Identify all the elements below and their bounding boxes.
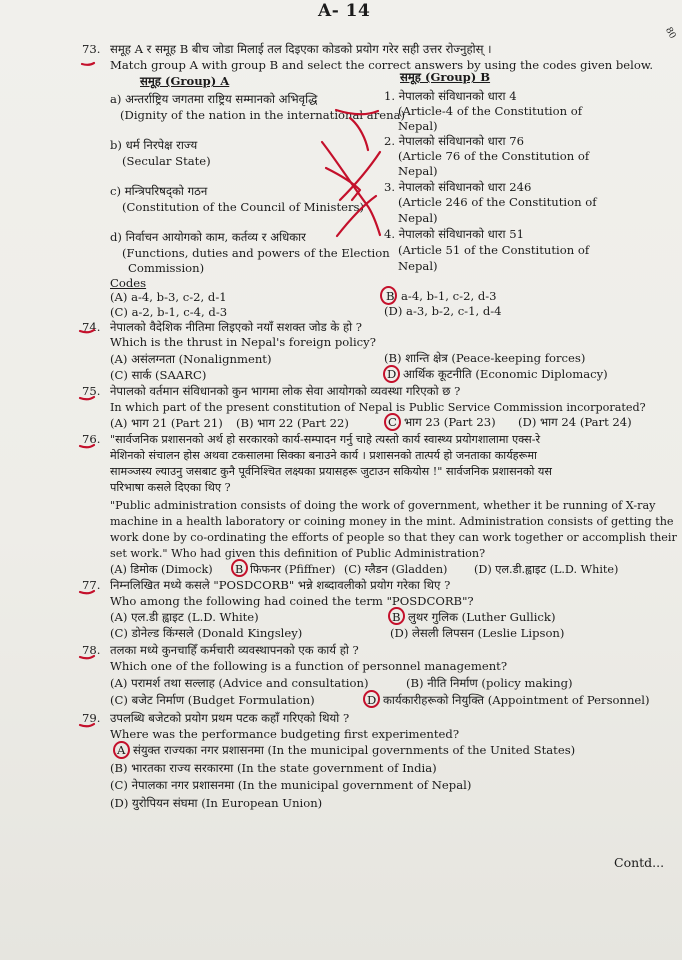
q74-option-b: (B) शान्ति क्षेत्र (Peace-keeping forces) bbox=[384, 351, 586, 365]
group-a-item-b-np: b) धर्म निरपेक्ष राज्य bbox=[110, 138, 198, 152]
answer-circle-q74 bbox=[383, 365, 400, 383]
paper-code: A- 14 bbox=[318, 1, 371, 21]
q76-en-line4: set work." Who had given this definition of Public Administration? bbox=[110, 547, 486, 560]
q79-option-b: (B) भारतका राज्य सरकारमा (In the state government of India) bbox=[110, 761, 437, 775]
q75-option-b: (B) भाग 22 (Part 22) bbox=[236, 416, 349, 430]
q76-np-line3: सामञ्जस्य ल्याउनु जसबाट कुनै पूर्वनिश्चित लक्ष्यका प्रयासहरू जुटाउन सकियोस !" सार्वजनिक प्रशासनको यस bbox=[110, 465, 552, 478]
group-b-item-4-en2: Nepal) bbox=[398, 259, 438, 273]
group-b-item-3-en: (Article 246 of the Constitution of bbox=[398, 195, 597, 209]
q78-option-b: (B) नीति निर्माण (policy making) bbox=[406, 676, 573, 690]
q76-number: 76. bbox=[82, 432, 101, 446]
q73-number: 73. bbox=[82, 42, 101, 56]
q77-np: निम्नलिखित मध्ये कसले "POSDCORB" भन्ने शब्दावलीको प्रयोग गरेका थिए ? bbox=[110, 578, 451, 592]
q79-option-a-letter: A bbox=[117, 743, 126, 757]
q78-option-a: (A) परामर्श तथा सल्लाह (Advice and consultation) bbox=[110, 676, 369, 690]
answer-circle-q73 bbox=[380, 286, 397, 305]
match-line-c bbox=[340, 152, 380, 200]
q74-option-a: (A) असंलग्नता (Nonalignment) bbox=[110, 352, 272, 366]
group-a-item-a-en: (Dignity of the nation in the international arena) bbox=[120, 108, 406, 122]
q77-option-a: (A) एल.डी ह्वाइट (L.D. White) bbox=[110, 610, 259, 624]
group-b-item-2-en: (Article 76 of the Constitution of bbox=[398, 149, 590, 163]
q77-option-b: लुथर गुलिक (Luther Gullick) bbox=[408, 610, 556, 624]
group-a-item-a-np: a) अन्तर्राष्ट्रिय जगतमा राष्ट्रिय सम्मानको अभिवृद्धि bbox=[110, 92, 318, 106]
q78-option-d-letter: D bbox=[367, 693, 377, 707]
q74-number: 74. bbox=[82, 320, 101, 334]
q75-en: In which part of the present constitution of Nepal is Public Service Commission incorporated? bbox=[110, 401, 646, 414]
match-line-cross bbox=[326, 168, 360, 200]
group-a-item-c-en: (Constitution of the Council of Ministers) bbox=[122, 200, 364, 214]
code-option-d: (D) a-3, b-2, c-1, d-4 bbox=[384, 304, 502, 318]
group-b-item-3-en2: Nepal) bbox=[398, 211, 438, 225]
q74-option-d-letter: D bbox=[387, 367, 397, 381]
answer-circle-q77 bbox=[388, 607, 405, 625]
group-b-item-2-en2: Nepal) bbox=[398, 164, 438, 178]
q79-option-a: संयुक्त राज्यका नगर प्रशासनमा (In the municipal governments of the United States) bbox=[133, 743, 576, 757]
q79-number: 79. bbox=[82, 711, 101, 725]
q76-option-c: (C) ग्लैडन (Gladden) bbox=[344, 563, 448, 576]
q77-number: 77. bbox=[82, 578, 101, 592]
code-option-b: a-4, b-1, c-2, d-3 bbox=[401, 289, 497, 303]
group-b-title: समूह (Group) B bbox=[400, 70, 491, 84]
q73-prompt-en: Match group A with group B and select the correct answers by using the codes given below. bbox=[110, 58, 654, 72]
q75-number: 75. bbox=[82, 384, 101, 398]
q76-option-b-letter: B bbox=[235, 563, 244, 576]
q75-option-a: (A) भाग 21 (Part 21) bbox=[110, 416, 223, 430]
q77-en: Who among the following had coined the term "POSDCORB"? bbox=[110, 594, 474, 608]
group-b-item-4-en: (Article 51 of the Constitution of bbox=[398, 243, 590, 257]
q76-np-line1: "सार्वजनिक प्रशासनको अर्थ हो सरकारको कार्य-सम्पादन गर्नु चाहे त्यस्तो कार्य स्वास्थ्य प्रयोगशालामा एक्स-रे bbox=[110, 433, 541, 446]
q76-np-line4: परिभाषा कसले दिएका थिए ? bbox=[110, 481, 231, 494]
group-a-item-d-en: (Functions, duties and powers of the Election bbox=[122, 246, 390, 260]
answer-circle-q75 bbox=[384, 413, 401, 431]
group-a-item-c-np: c) मन्त्रिपरिषद्को गठन bbox=[110, 184, 208, 198]
q75-option-d: (D) भाग 24 (Part 24) bbox=[518, 415, 632, 429]
q79-option-d: (D) युरोपियन संघमा (In European Union) bbox=[110, 796, 323, 810]
q75-option-c: भाग 23 (Part 23) bbox=[404, 415, 496, 429]
q78-number: 78. bbox=[82, 643, 101, 657]
q79-option-c: (C) नेपालका नगर प्रशासनमा (In the municipal government of Nepal) bbox=[110, 778, 472, 792]
q77-option-b-letter: B bbox=[392, 610, 401, 624]
q76-en-line3: work done by co-ordinating the efforts of people so that they can work together or accomplish their bbox=[110, 531, 677, 544]
contd-label: Contd... bbox=[614, 855, 665, 870]
group-a-item-d-en2: Commission) bbox=[128, 261, 205, 275]
q74-np: नेपालको वैदेशिक नीतिमा लिइएको नयाँ सशक्त जोड के हो ? bbox=[110, 320, 363, 334]
answer-circle-q78 bbox=[363, 690, 380, 708]
answer-circle-q79 bbox=[113, 741, 130, 759]
page-number: 80 bbox=[662, 25, 678, 41]
group-a-item-d-np: d) निर्वाचन आयोगको काम, कर्तव्य र अधिकार bbox=[110, 230, 306, 244]
q78-option-d: कार्यकारीहरूको नियुक्ति (Appointment of Personnel) bbox=[383, 693, 650, 707]
group-b-item-2-np: 2. नेपालको संविधानको धारा 76 bbox=[384, 134, 524, 148]
q78-en: Which one of the following is a function of personnel management? bbox=[110, 659, 508, 673]
group-b-item-1-en2: Nepal) bbox=[398, 119, 438, 133]
q75-option-c-letter: C bbox=[388, 415, 397, 429]
group-b-item-1-en: (Article-4 of the Constitution of bbox=[398, 104, 583, 118]
q77-option-c: (C) डोनेल्ड किंग्सले (Donald Kingsley) bbox=[110, 626, 303, 640]
q77-option-d: (D) लेसली लिपसन (Leslie Lipson) bbox=[390, 626, 565, 640]
group-b-item-1-np: 1. नेपालको संविधानको धारा 4 bbox=[384, 89, 517, 103]
code-option-a: (A) a-4, b-3, c-2, d-1 bbox=[110, 290, 227, 304]
margin-mark-q73 bbox=[82, 63, 94, 65]
q76-np-line2: मेशिनको संचालन होस अथवा टकसालमा सिक्का बनाउने कार्य । प्रशासनको तात्पर्य हो जनताका कार्यहरूमा bbox=[110, 449, 537, 462]
group-a-item-b-en: (Secular State) bbox=[122, 154, 211, 168]
q78-np: तलका मध्ये कुनचाहिँ कर्मचारी व्यवस्थापनको एक कार्य हो ? bbox=[110, 643, 359, 657]
q79-np: उपलब्धि बजेटको प्रयोग प्रथम पटक कहाँ गरिएको थियो ? bbox=[110, 711, 350, 725]
group-b-item-4-np: 4. नेपालको संविधानको धारा 51 bbox=[384, 227, 524, 241]
q76-option-b: फिफनर (Pfiffner) bbox=[250, 563, 336, 576]
group-a-title: समूह (Group) A bbox=[140, 74, 230, 88]
code-option-b-letter: B bbox=[386, 289, 395, 303]
q74-option-d: आर्थिक कूटनीति (Economic Diplomacy) bbox=[403, 367, 608, 381]
q74-en: Which is the thrust in Nepal's foreign policy? bbox=[110, 335, 376, 349]
q76-option-a: (A) डिमोक (Dimock) bbox=[110, 563, 213, 576]
q76-en-line2: machine in a health laboratory or coining money in the mint. Administration consists of getting the bbox=[110, 515, 674, 528]
q75-np: नेपालको वर्तमान संविधानको कुन भागमा लोक सेवा आयोगको व्यवस्था गरिएको छ ? bbox=[110, 384, 461, 398]
q76-option-d: (D) एल.डी.ह्वाइट (L.D. White) bbox=[474, 563, 619, 576]
q78-option-c: (C) बजेट निर्माण (Budget Formulation) bbox=[110, 693, 315, 707]
q74-option-c: (C) सार्क (SAARC) bbox=[110, 368, 207, 382]
group-b-item-3-np: 3. नेपालको संविधानको धारा 246 bbox=[384, 180, 532, 194]
q73-prompt-np: समूह A र समूह B बीच जोडा मिलाई तल दिइएका कोडको प्रयोग गरेर सही उत्तर रोज्नुहोस् । bbox=[110, 42, 492, 56]
answer-circle-q76 bbox=[231, 559, 248, 577]
q79-en: Where was the performance budgeting first experimented? bbox=[110, 727, 460, 741]
match-line-b bbox=[322, 142, 380, 235]
code-option-c: (C) a-2, b-1, c-4, d-3 bbox=[110, 305, 228, 319]
q76-en-line1: "Public administration consists of doing the work of government, whether it be running of X-ray bbox=[110, 499, 656, 512]
codes-label: Codes bbox=[110, 276, 147, 290]
